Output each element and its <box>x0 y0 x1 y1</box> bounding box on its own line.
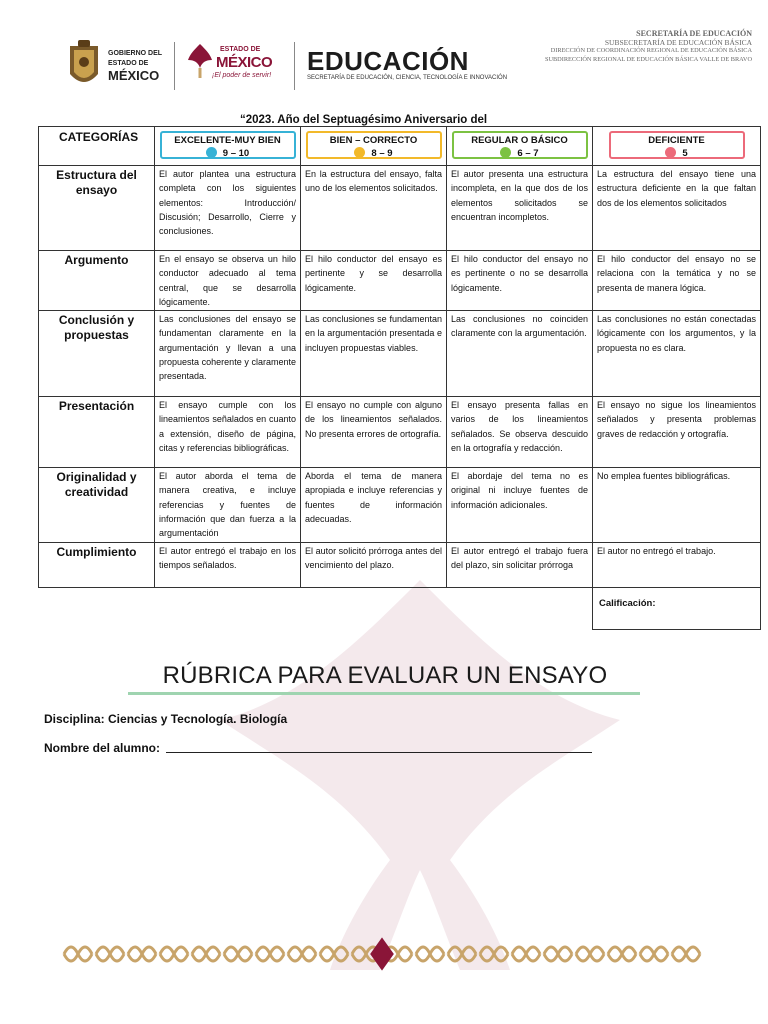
smile-face-icon <box>354 147 365 158</box>
ornament-link <box>416 947 444 961</box>
gobierno-logo <box>66 40 176 92</box>
level-header <box>301 127 447 166</box>
level-badge <box>306 131 442 159</box>
ornament-link <box>192 947 220 961</box>
table-header-row <box>39 127 761 166</box>
row-category: Argumento <box>39 251 155 311</box>
ornament-center-flower <box>372 940 392 968</box>
sad-face-icon <box>665 147 676 158</box>
table-cell: El autor solicitó prórroga antes del vencimiento del plazo. <box>301 542 447 587</box>
table-cell: El hilo conductor del ensayo no se relaciona con la temática y no se presenta de manera lógica. <box>593 251 761 311</box>
secretaria-block <box>545 30 752 64</box>
calificacion-field[interactable]: Calificación: <box>593 587 761 629</box>
table-cell: Las conclusiones no están conectadas lógicamente con los argumentos, y la propuesta no es clara. <box>593 311 761 397</box>
gob-line3: MÉXICO <box>108 68 160 83</box>
crest-icon <box>66 40 102 92</box>
edomex-logo <box>186 40 290 90</box>
row-category: Cumplimiento <box>39 542 155 587</box>
header-divider <box>294 42 295 90</box>
calificacion-row <box>39 587 761 629</box>
sec-line1: SECRETARÍA DE EDUCACIÓN <box>636 29 752 38</box>
level-range: 8 – 9 <box>371 148 393 159</box>
table-cell: El autor entregó el trabajo fuera del plazo, sin solicitar prórroga <box>447 542 593 587</box>
table-cell: El autor presenta una estructura incompleta, en la que dos de los elementos solicitados se encuentran incompletos. <box>447 166 593 251</box>
level-label: DEFICIENTE <box>648 135 705 146</box>
gob-line1: GOBIERNO DEL <box>108 50 163 57</box>
row-category: Presentación <box>39 397 155 468</box>
table-cell: El abordaje del tema no es original ni incluye fuentes de información adicionales. <box>447 468 593 542</box>
table-cell: El hilo conductor del ensayo es pertinente y se desarrolla lógicamente. <box>301 251 447 311</box>
row-category: Originalidad y creatividad <box>39 468 155 542</box>
ornament-link <box>672 947 700 961</box>
table-cell: El ensayo presenta fallas en varios de los lineamientos señalados. Se observa descuido en la ortografía y redacción. <box>447 397 593 468</box>
ornament-link <box>128 947 156 961</box>
table-row <box>39 542 761 587</box>
table-cell: Las conclusiones no coinciden claramente con la argumentación. <box>447 311 593 397</box>
educacion-title: EDUCACIÓN <box>307 46 469 76</box>
ornament-link <box>224 947 252 961</box>
table-cell: La estructura del ensayo tiene una estructura deficiente en la que faltan dos de los elementos solicitados <box>593 166 761 251</box>
rubric-table <box>38 126 761 630</box>
table-cell: El autor aborda el tema de manera creativa, e incluye referencias y fuentes de información que dan fuerza a la argumentación <box>155 468 301 542</box>
disciplina-text: Disciplina: Ciencias y Tecnología. Biología <box>44 712 288 726</box>
title-underline <box>128 692 640 695</box>
ornament-link <box>256 947 284 961</box>
level-range: 9 – 10 <box>222 148 250 159</box>
table-row <box>39 166 761 251</box>
ornament-link <box>160 947 188 961</box>
ornament-link <box>448 947 476 961</box>
category-header: CATEGORÍAS <box>39 127 155 166</box>
ornament-link <box>320 947 348 961</box>
table-row <box>39 311 761 397</box>
level-badge <box>452 131 588 159</box>
table-cell: El ensayo no cumple con alguno de los lineamientos señalados. No presenta errores de ortografía. <box>301 397 447 468</box>
page-header <box>0 0 768 110</box>
level-range: 6 – 7 <box>517 148 539 159</box>
sec-line4: SUBDIRECCIÓN REGIONAL DE EDUCACIÓN BÁSICA VALLE DE BRAVO <box>544 55 752 63</box>
year-title: “2023. Año del Septuagésimo Aniversario del <box>240 114 488 126</box>
level-header <box>593 127 761 166</box>
document-title: RÚBRICA PARA EVALUAR UN ENSAYO <box>162 662 608 689</box>
table-cell: En el ensayo se observa un hilo conductor adecuado al tema central, que se desarrolla lógicamente. <box>155 251 301 311</box>
ornament-link <box>512 947 540 961</box>
happy-face-icon <box>206 147 217 158</box>
neutral-face-icon <box>500 147 511 158</box>
table-cell: Las conclusiones se fundamentan en la argumentación presentada e incluyen propuestas viables. <box>301 311 447 397</box>
ornament-link <box>64 947 92 961</box>
row-category: Estructura del ensayo <box>39 166 155 251</box>
level-header <box>447 127 593 166</box>
level-range: 5 <box>682 148 688 159</box>
table-row <box>39 397 761 468</box>
table-cell: El autor plantea una estructura completa con los siguientes elementos: Introducción/ Discusión; Desarrollo, Cierre y conclusiones. <box>155 166 301 251</box>
table-cell: No emplea fuentes bibliográficas. <box>593 468 761 542</box>
table-cell: El autor no entregó el trabajo. <box>593 542 761 587</box>
table-cell: El autor entregó el trabajo en los tiempos señalados. <box>155 542 301 587</box>
edomex-line1: ESTADO DE <box>220 46 261 53</box>
table-cell: El ensayo no sigue los lineamientos señalados y presenta problemas graves de redacción y ortografía. <box>593 397 761 468</box>
level-header <box>155 127 301 166</box>
edomex-line2: MÉXICO <box>216 54 273 71</box>
level-label: REGULAR O BÁSICO <box>471 135 568 146</box>
row-category: Conclusión y propuestas <box>39 311 155 397</box>
table-cell: En la estructura del ensayo, falta uno de los elementos solicitados. <box>301 166 447 251</box>
educacion-subtitle: SECRETARÍA DE EDUCACIÓN, CIENCIA, TECNOLOGÍA E INNOVACIÓN <box>307 75 508 81</box>
ornament-link <box>96 947 124 961</box>
table-cell: El ensayo cumple con los lineamientos señalados en cuanto a extensión, diseño de página, citas y referencias bibliográficas. <box>155 397 301 468</box>
ornament-link <box>640 947 668 961</box>
ornament-link <box>576 947 604 961</box>
gob-line2: ESTADO DE <box>108 60 149 67</box>
level-badge <box>160 131 296 159</box>
header-divider <box>174 42 175 90</box>
level-label: EXCELENTE-MUY BIEN <box>174 135 281 146</box>
decorative-border <box>62 936 702 972</box>
sec-line2: SUBSECRETARÍA DE EDUCACIÓN BÁSICA <box>604 37 752 47</box>
level-badge <box>609 131 745 159</box>
sec-line3: DIRECCIÓN DE COORDINACIÓN REGIONAL DE EDUCACIÓN BÁSICA <box>550 47 752 54</box>
ornament-link <box>480 947 508 961</box>
table-cell: Las conclusiones del ensayo se fundamentan claramente en la argumentación y llevan a una propuesta coherente y claramente presentada. <box>155 311 301 397</box>
ornament-link <box>544 947 572 961</box>
table-cell: Aborda el tema de manera apropiada e incluye referencias y fuentes de información adecuadas. <box>301 468 447 542</box>
flower-icon <box>186 40 214 80</box>
level-label: BIEN – CORRECTO <box>329 135 418 146</box>
table-row <box>39 251 761 311</box>
nombre-label: Nombre del alumno: <box>44 741 161 755</box>
table-row <box>39 468 761 542</box>
edomex-slogan: ¡El poder de servir! <box>212 72 272 79</box>
ornament-link <box>288 947 316 961</box>
table-cell: El hilo conductor del ensayo no es pertinente o no se desarrolla lógicamente. <box>447 251 593 311</box>
ornament-link <box>608 947 636 961</box>
nombre-input-line[interactable] <box>166 752 592 753</box>
